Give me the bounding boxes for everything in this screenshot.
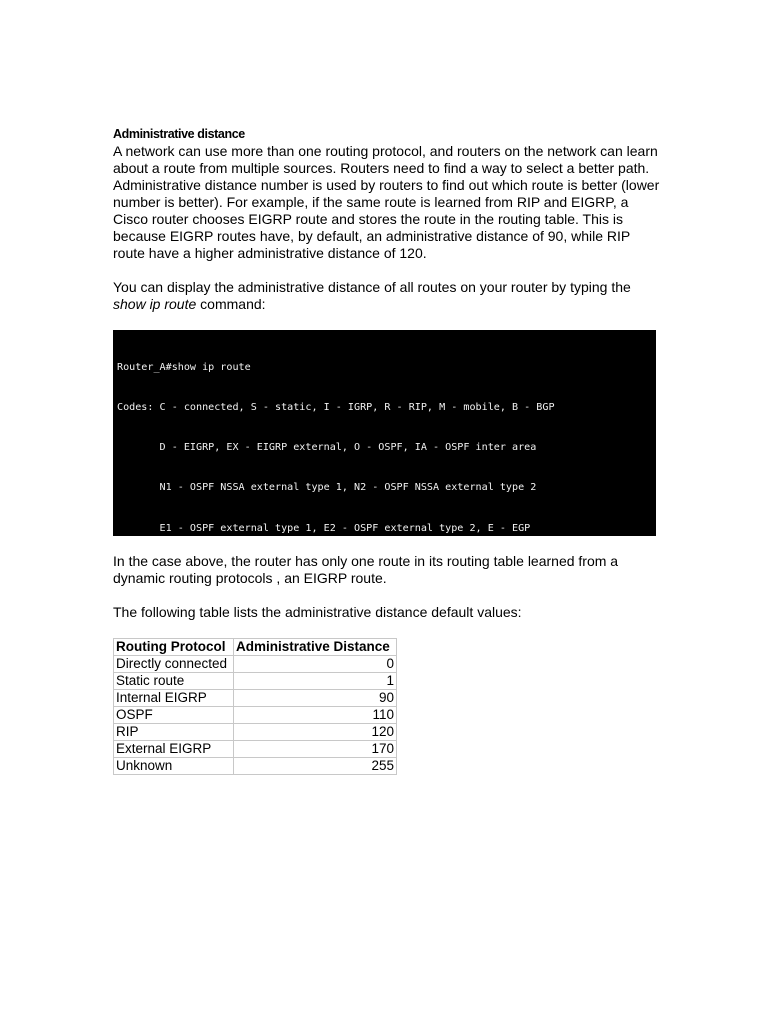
case-paragraph: In the case above, the router has only one route in its routing table learned from a dynamic routing protocols , an EIGRP route. [113,553,619,586]
terminal-line: E1 - OSPF external type 1, E2 - OSPF external type 2, E - EGP [117,522,531,534]
protocol-cell: RIP [114,724,234,741]
display-paragraph [113,279,661,313]
protocol-cell: Unknown [114,758,234,775]
table-row [114,724,397,741]
table-row [114,690,397,707]
paragraph-gap [113,262,661,279]
table-row [114,673,397,690]
protocol-cell: Directly connected [114,656,234,673]
distance-cell: 170 [234,741,397,758]
display-text-before: You can display the administrative distance of all routes on your router by typing the [113,279,631,295]
command-name: show ip route [113,296,197,312]
distance-cell: 0 [234,656,397,673]
protocol-cell: OSPF [114,707,234,724]
column-header: Routing Protocol [114,639,234,656]
admin-distance-table [113,638,397,775]
distance-cell: 90 [234,690,397,707]
column-header: Administrative Distance [234,639,397,656]
paragraph-gap [113,587,661,604]
table-row [114,741,397,758]
distance-cell: 1 [234,673,397,690]
terminal-line: Router_A#show ip route [117,361,251,373]
distance-cell: 255 [234,758,397,775]
protocol-cell: External EIGRP [114,741,234,758]
document-body [113,126,661,313]
table-row [114,707,397,724]
protocol-cell: Static route [114,673,234,690]
lower-text [113,553,661,621]
table-row [114,758,397,775]
table-row [114,656,397,673]
terminal-line: D - EIGRP, EX - EIGRP external, O - OSPF, IA - OSPF inter area [117,442,537,454]
router-terminal-output [113,330,656,536]
section-heading: Administrative distance [113,127,245,141]
intro-paragraph: A network can use more than one routing protocol, and routers on the network can learn about a route from multiple sources. Routers need to find a way to select a better path. Administrative distance number is used by routers to find out which route is better (lower number is better). For example, if the same route is learned from RIP and EIGRP, a Cisco router chooses EIGRP route and stores the route in the routing table. This is because EIGRP routes have, by default, an administrative distance of 90, while RIP route have a higher administrative distance of 120. [113,143,660,261]
table-intro: The following table lists the administrative distance default values: [113,604,522,620]
distance-cell: 110 [234,707,397,724]
terminal-line: N1 - OSPF NSSA external type 1, N2 - OSPF NSSA external type 2 [117,482,537,494]
distance-cell: 120 [234,724,397,741]
protocol-cell: Internal EIGRP [114,690,234,707]
table-header-row [114,639,397,656]
display-text-after: command: [196,296,266,312]
terminal-line: Codes: C - connected, S - static, I - IGRP, R - RIP, M - mobile, B - BGP [117,402,555,414]
